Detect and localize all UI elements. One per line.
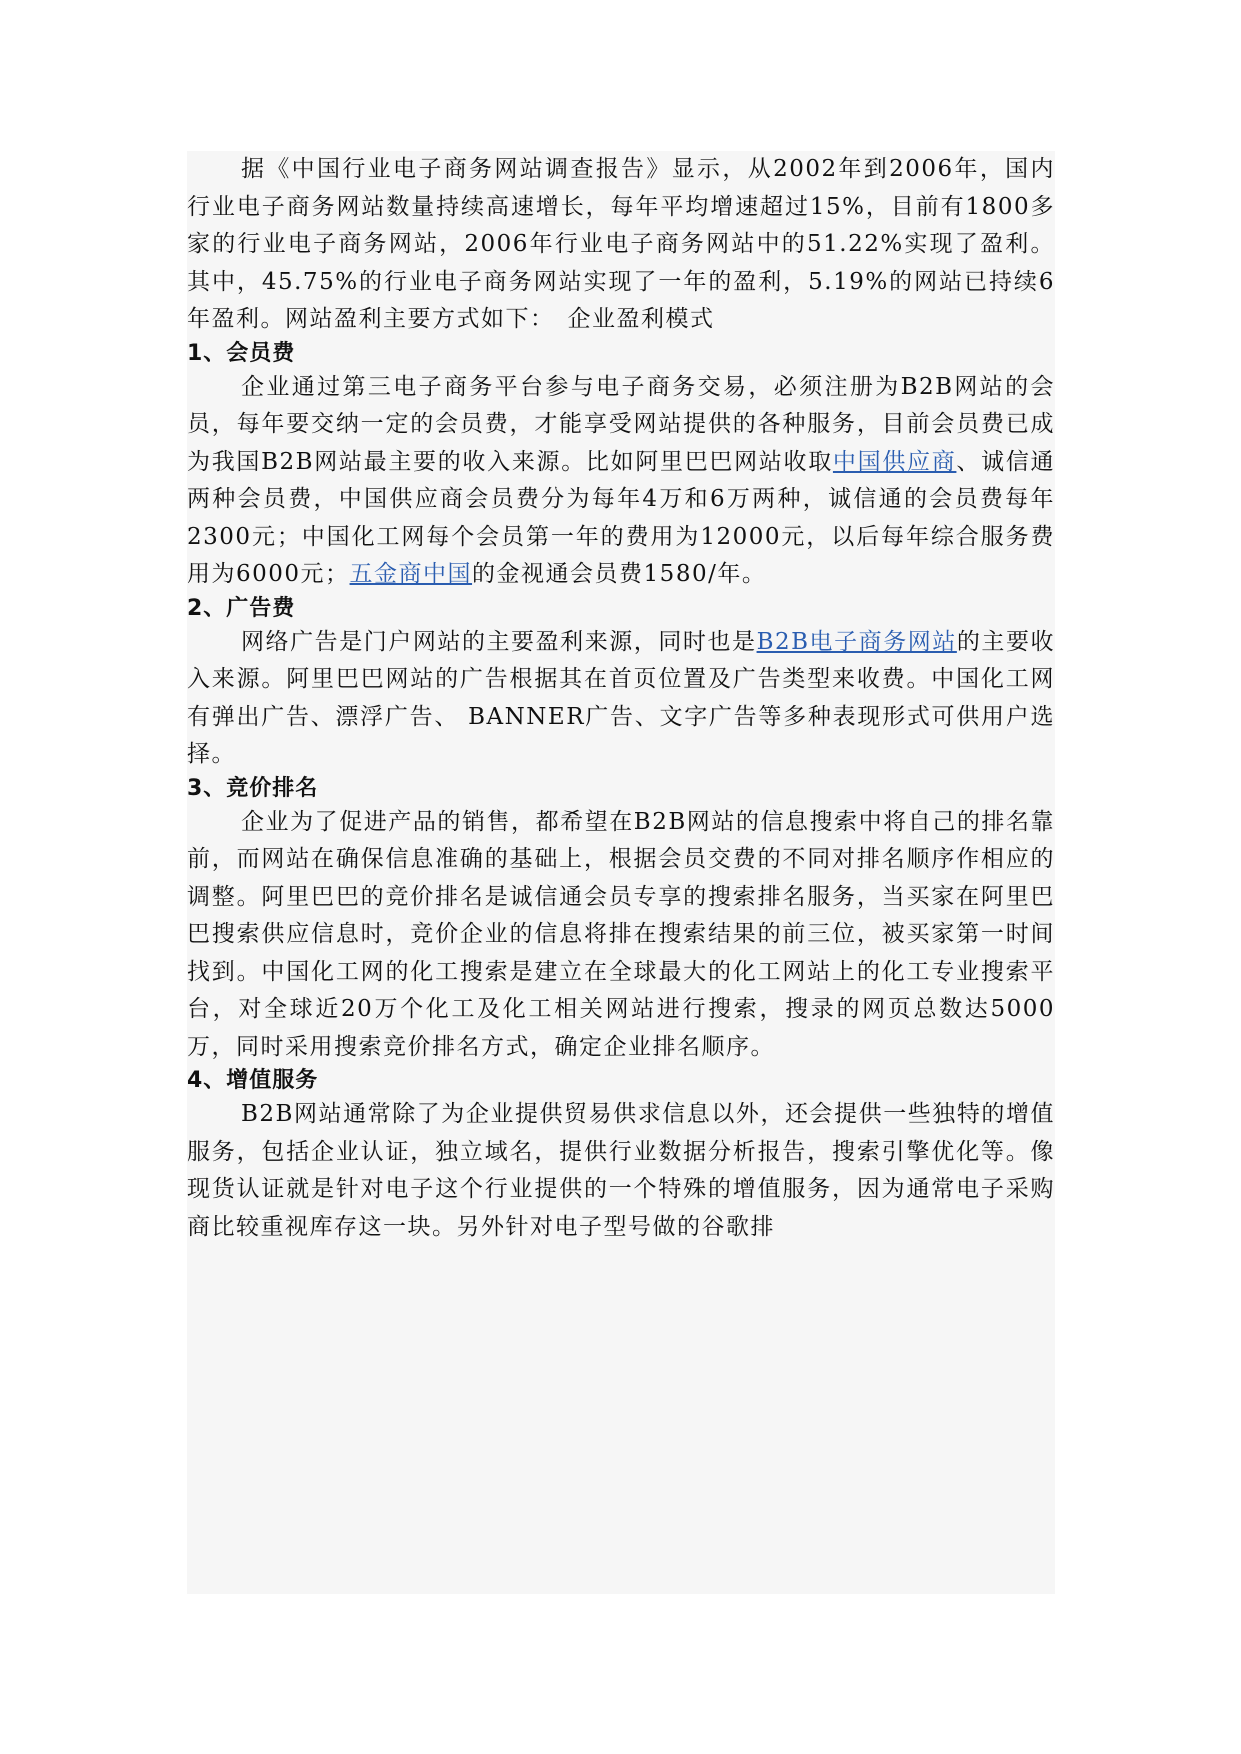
paragraph-text: 、诚信通两种会员费，中国供应商会员费分为每年4万和6万两种，诚信通的会员费每年2300元；中国化工网每个会员第一年的费用为12000元，以后每年综合服务费用为6000元；	[187, 448, 1056, 587]
advertising-fee-paragraph	[187, 624, 1055, 774]
paragraph-text: 的金视通会员费1580/年。	[472, 561, 767, 587]
membership-fee-paragraph	[187, 369, 1055, 594]
section-heading-advertising-fee: 2、广告费	[187, 595, 296, 621]
link-b2b-ecommerce-site[interactable]: B2B电子商务网站	[756, 628, 957, 655]
article-body	[187, 151, 1055, 1594]
bid-ranking-paragraph: 企业为了促进产品的销售，都希望在B2B网站的信息搜索中将自己的排名靠前，而网站在确保信息准确的基础上，根据会员交费的不同对排名顺序作相应的调整。阿里巴巴的竞价排名是诚信通会员专享的搜索排名服务，当买家在阿里巴巴搜索供应信息时，竞价企业的信息将排在搜索结果的前三位，被买家第一时间找到。中国化工网的化工搜索是建立在全球最大的化工网站上的化工专业搜索平台，对全球近20万个化工及化工相关网站进行搜索，搜录的网页总数达5000万，同时采用搜索竞价排名方式，确定企业排名顺序。	[187, 808, 1055, 1060]
link-china-supplier[interactable]: 中国供应商	[832, 448, 957, 475]
section-heading-value-added-services: 4、增值服务	[187, 1068, 319, 1093]
paragraph-text: 网络广告是门户网站的主要盈利来源，同时也是	[241, 628, 757, 655]
section-heading-membership-fee: 1、会员费	[187, 340, 296, 366]
intro-paragraph: 据《中国行业电子商务网站调查报告》显示，从2002年到2006年，国内行业电子商务网站数量持续高速增长，每年平均增速超过15%，目前有1800多家的行业电子商务网站，2006年行业电子商务网站中的51.22%实现了盈利。其中，45.75%的行业电子商务网站实现了一年的盈利，5.19%的网站已持续6年盈利。网站盈利主要方式如下： 企业盈利模式	[187, 156, 1055, 332]
section-heading-bid-ranking: 3、竞价排名	[187, 775, 319, 801]
value-added-services-paragraph: B2B网站通常除了为企业提供贸易供求信息以外，还会提供一些独特的增值服务，包括企业认证，独立域名，提供行业数据分析报告，搜索引擎优化等。像现货认证就是针对电子这个行业提供的一个特殊的增值服务，因为通常电子采购商比较重视库存这一块。另外针对电子型号做的谷歌排	[187, 1101, 1055, 1240]
paragraph-text: 的主要收入来源。阿里巴巴网站的广告根据其在首页位置及广告类型来收费。中国化工网有弹出广告、漂浮广告、 BANNER广告、文字广告等多种表现形式可供用户选择。	[187, 628, 1056, 767]
link-hardware-china[interactable]: 五金商中国	[349, 561, 473, 587]
paragraph-text: 企业通过第三电子商务平台参与电子商务交易，必须注册为B2B网站的会员，每年要交纳一定的会员费，才能享受网站提供的各种服务，目前会员费已成为我国B2B网站最主要的收入来源。比如阿里巴巴网站收取	[187, 373, 1055, 475]
